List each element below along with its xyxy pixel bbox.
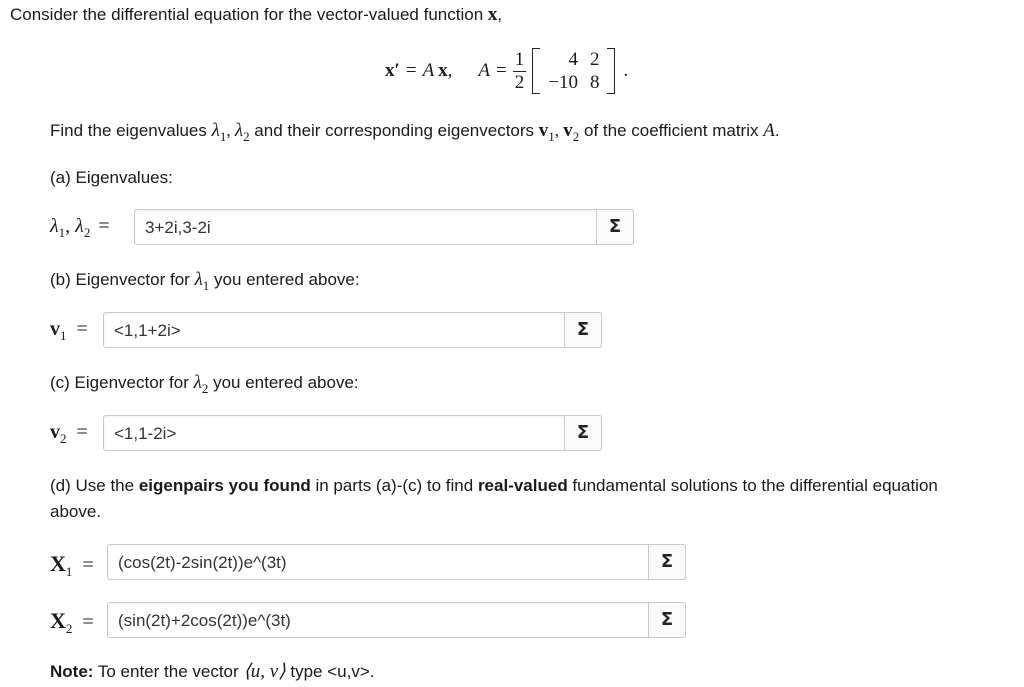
differential-equation: x′ = A x , A = $\frac{1}{2}$ 4 2 −10 8 .	[385, 48, 629, 93]
eigenvalues-label: $\lambda_1$, $\lambda_2$ =	[50, 215, 110, 240]
v1-label: $v_1$ =	[50, 318, 88, 343]
part-d-heading-cont: above.	[50, 502, 102, 521]
eigenvector-2-input[interactable]: <1,1-2i> Σ	[103, 415, 602, 451]
eigenvector-1-input[interactable]: <1,1+2i> Σ	[103, 312, 602, 348]
part-b-heading: (b) Eigenvector for $\lambda_1$ you entered above:	[50, 269, 360, 293]
x2-label: $X_2$ =	[50, 608, 94, 636]
eigenvalues-input[interactable]: 3+2i,3-2i Σ	[134, 209, 634, 245]
part-a-heading: (a) Eigenvalues:	[50, 168, 173, 187]
coefficient-matrix: 4 2 −10 8	[530, 48, 617, 94]
v2-label: $v_2$ =	[50, 421, 88, 446]
intro-text: Consider the differential equation for the vector-valued function x,	[10, 4, 503, 25]
sigma-icon[interactable]: Σ	[648, 544, 686, 580]
sigma-icon[interactable]: Σ	[564, 312, 602, 348]
x1-label: $X_1$ =	[50, 551, 94, 579]
sigma-icon[interactable]: Σ	[648, 602, 686, 638]
sigma-icon[interactable]: Σ	[596, 209, 634, 245]
note-text: Note: To enter the vector ⟨u, v⟩ type <u,v>.	[50, 661, 375, 682]
fraction: $\frac{1}{2}$	[514, 48, 525, 93]
solution-x1-input[interactable]: (cos(2t)-2sin(2t))e^(3t) Σ	[107, 544, 686, 580]
part-c-heading: (c) Eigenvector for $\lambda_2$ you entered above:	[50, 372, 359, 396]
part-d-heading: (d) Use the eigenpairs you found in parts (a)-(c) to find real-valued fundamental solutions to the differential equation	[50, 476, 938, 495]
task-text: Find the eigenvalues $\lambda_1$, $\lambda_2$ and their corresponding eigenvectors $v_1$, $v_2$ of the coefficient matrix A.	[50, 120, 780, 144]
sigma-icon[interactable]: Σ	[564, 415, 602, 451]
solution-x2-input[interactable]: (sin(2t)+2cos(2t))e^(3t) Σ	[107, 602, 686, 638]
